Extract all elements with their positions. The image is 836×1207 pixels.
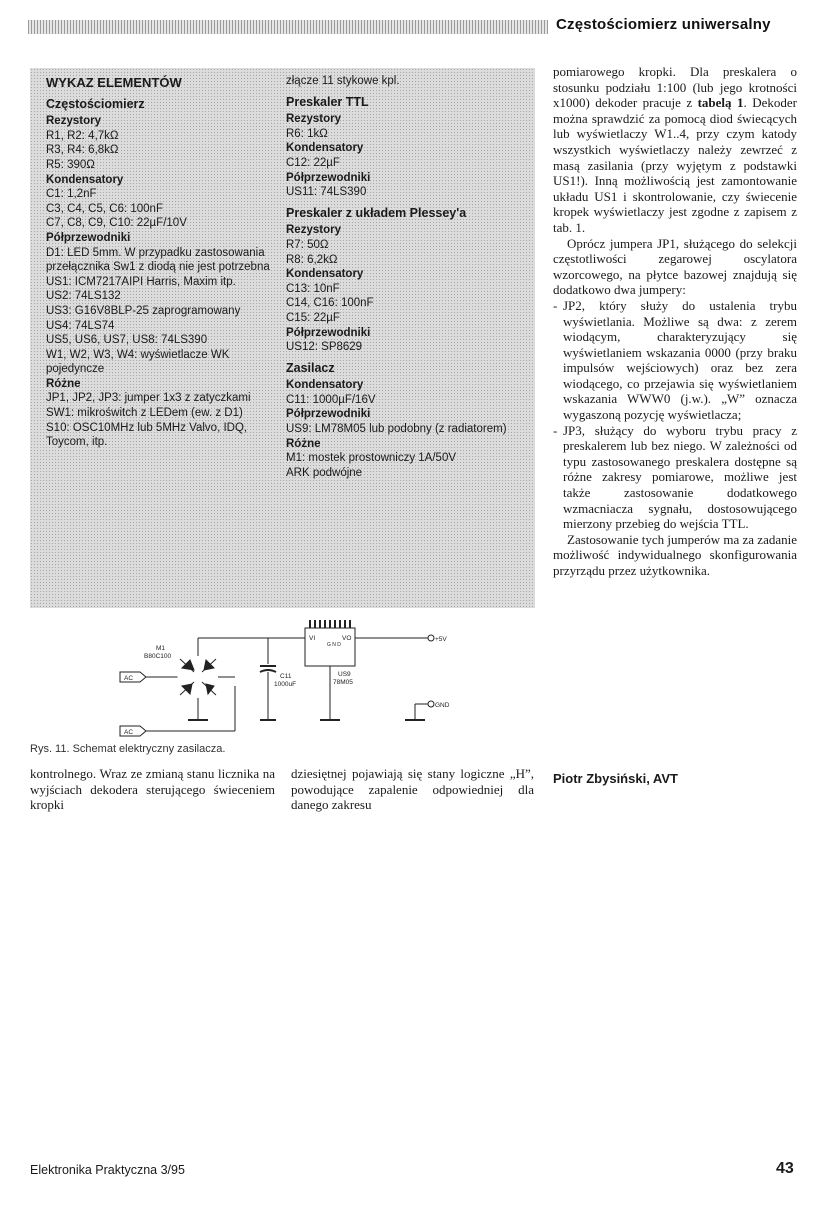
part-entry: R3, R4: 6,8kΩ	[46, 144, 119, 157]
part-entry: C11: 1000µF/16V	[286, 393, 376, 406]
page-number: 43	[776, 1160, 794, 1177]
part-entry: US4: 74LS74	[46, 319, 115, 332]
us9-value: 78M05	[333, 679, 353, 686]
parts-list-title: WYKAZ ELEMENTÓW	[46, 75, 182, 90]
table-reference: tabelą 1	[697, 95, 744, 111]
gnd-label: GND	[435, 702, 450, 709]
paragraph-2: Oprócz jumpera JP1, służącego do selekcji częstotliwości zegarowej oscylatora wzorcowego, na płytce bazowej znajdują się dodatkowo dwa jumpery:	[553, 235, 797, 298]
paragraph-3: Zastosowanie tych jumperów ma za zadanie możliwość indywidualnego skonfigurowania przyrządu przez użytkownika.	[553, 531, 797, 578]
section-heading: Zasilacz	[286, 360, 335, 375]
part-entry: S10: OSC10MHz lub 5MHz Valvo, IDQ, Toycom, itp.	[46, 421, 248, 449]
body-text-middle: dziesiętnej pojawiają się stany logiczne „H”, powodujące zapalenie odpowiedniej dla danego zakresu	[291, 766, 534, 813]
body-text-left: kontrolnego. Wraz ze zmianą stanu licznika na wyjściach dekodera sterującego świeceniem kropki	[30, 766, 275, 813]
vi-pin: VI	[309, 635, 316, 642]
running-header: Częstościomierz uniwersalny	[556, 16, 771, 33]
part-entry: US11: 74LS390	[286, 186, 367, 199]
part-entry: R6: 1kΩ	[286, 127, 328, 140]
subsection-heading: Kondensatory	[286, 142, 364, 155]
jumper-list	[553, 298, 797, 532]
subsection-heading: Kondensatory	[286, 268, 364, 281]
parts-list-left-column	[46, 74, 274, 450]
gnd-pin: G N D	[327, 642, 341, 648]
part-entry: C13: 10nF	[286, 282, 340, 295]
footer-magazine: Elektronika Praktyczna 3/95	[30, 1163, 185, 1177]
part-entry: C14, C16: 100nF	[286, 297, 374, 310]
part-entry: US9: LM78M05 lub podobny (z radiatorem)	[286, 423, 507, 436]
c11-value: 1000uF	[274, 681, 297, 688]
part-entry: US3: G16V8BLP-25 zaprogramowany	[46, 304, 241, 317]
ac-label-2: AC	[124, 729, 134, 736]
subsection-heading: Półprzewodniki	[286, 408, 371, 421]
part-entry: C1: 1,2nF	[46, 188, 97, 201]
part-entry: R1, R2: 4,7kΩ	[46, 129, 119, 142]
section-heading: Częstościomierz	[46, 96, 145, 111]
header-rule	[28, 20, 548, 34]
subsection-heading: Różne	[286, 437, 321, 450]
part-entry: US5, US6, US7, US8: 74LS390	[46, 334, 208, 347]
part-entry: złącze 11 stykowe kpl.	[286, 75, 400, 87]
part-entry: C3, C4, C5, C6: 100nF	[46, 202, 163, 215]
subsection-heading: Półprzewodniki	[286, 326, 371, 339]
part-entry: C12: 22µF	[286, 156, 340, 169]
plus5v-label: +5V	[435, 636, 447, 643]
paragraph-1: pomiarowego kropki. Dla preskalera o stosunku podziału 1:100 (lub jego krotności x1000) dekoder pracuje z tabelą 1. Dekoder można sprawdzić za pomocą diod świecących lub wyświetlaczy W1..4, przy czym katody wszystkich wyświetlaczy należy zewrzeć z masą zasilania (przy wyjętym z podstawki US1!). Inną możliwością jest zamontowanie układu US1 i skontrolowanie, czy świecenie kropek wyświetlaczy jest zgodne z zapisem z tab. 1.	[553, 64, 797, 235]
subsection-heading: Kondensatory	[46, 173, 124, 186]
vo-pin: VO	[342, 635, 352, 642]
section-heading: Preskaler TTL	[286, 94, 369, 109]
list-item: - JP3, służący do wyboru trybu pracy z preskalerem lub bez niego. W zależności od typu zastosowanego preskalera dostępne są różne zakresy pomiarowe, możliwe jest także zastosowanie dodatkowego wzmacniacza sygnału, dostosowującego mierzony przebieg do wejścia TTL.	[553, 423, 797, 532]
body-text-right	[553, 64, 797, 579]
subsection-heading: Półprzewodniki	[286, 171, 371, 184]
subsection-heading: Różne	[46, 377, 81, 390]
part-entry: D1: LED 5mm. W przypadku zastosowania przełącznika Sw1 z diodą nie jest potrzebna	[46, 246, 270, 274]
list-item: - JP2, który służy do ustalenia trybu wyświetlania. Możliwe są dwa: z zerem wiodącym, charakteryzujący się wyświetlaniem wskazania 0000 (przy braku impulsów wejściowych) oraz bez zera wiodącego, co przejawia się wyświetlaniem wskazania WWW0 (j.w.). „W” oznacza wygaszoną pozycję wyświetlacza;	[553, 298, 797, 423]
author-byline: Piotr Zbysiński, AVT	[553, 771, 678, 786]
part-entry: US1: ICM7217AIPI Harris, Maxim itp.	[46, 275, 236, 288]
part-entry: R7: 50Ω	[286, 238, 329, 251]
part-entry: C15: 22µF	[286, 311, 340, 324]
subsection-heading: Półprzewodniki	[46, 231, 131, 244]
c11-label: C11	[280, 673, 292, 680]
us9-label: US9	[338, 671, 351, 678]
part-entry: R8: 6,2kΩ	[286, 253, 338, 266]
power-supply-schematic	[110, 616, 470, 738]
ac-label-1: AC	[124, 675, 134, 682]
part-entry: SW1: mikroświtch z LEDem (ew. z D1)	[46, 407, 243, 420]
part-entry: M1: mostek prostowniczy 1A/50V	[286, 452, 457, 465]
subsection-heading: Kondensatory	[286, 379, 364, 392]
part-entry: US12: SP8629	[286, 341, 363, 354]
subsection-heading: Rezystory	[286, 113, 341, 126]
parts-list-box	[30, 68, 535, 608]
part-entry: JP1, JP2, JP3: jumper 1x3 z zatyczkami	[46, 392, 251, 405]
section-heading: Preskaler z układem Plessey'a	[286, 205, 467, 220]
part-entry: US2: 74LS132	[46, 290, 121, 303]
part-entry: C7, C8, C9, C10: 22µF/10V	[46, 217, 187, 230]
figure-caption: Rys. 11. Schemat elektryczny zasilacza.	[30, 743, 226, 755]
parts-list-right-column	[286, 74, 526, 480]
subsection-heading: Rezystory	[46, 115, 101, 128]
part-entry: R5: 390Ω	[46, 158, 95, 171]
m1-label: M1	[156, 645, 166, 652]
part-entry: W1, W2, W3, W4: wyświetlacze WK pojedyncze	[46, 348, 230, 376]
bridge-label: B80C100	[144, 653, 172, 660]
part-entry: ARK podwójne	[286, 466, 363, 479]
subsection-heading: Rezystory	[286, 224, 341, 237]
